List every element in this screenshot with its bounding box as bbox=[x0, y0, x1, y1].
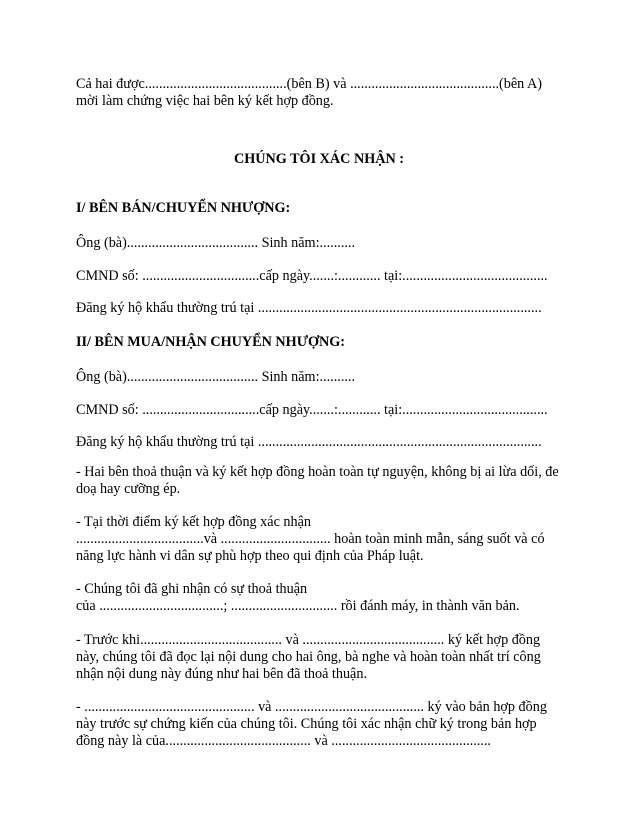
clause-5-line-2: này trước sự chứng kiến của chúng tôi. Chúng tôi xác nhận chữ ký trong bản hợp bbox=[76, 716, 537, 732]
clause-1-line-1: - Hai bên thoả thuận và ký kết hợp đồng hoàn toàn tự nguyện, không bị ai lừa dối, đe bbox=[76, 464, 559, 480]
intro-line-1: Cả hai được........................................(bên B) và ..........................................(bên A) bbox=[76, 76, 542, 92]
buyer-residence-line: Đăng ký hộ khẩu thường trú tại ................................................................................ bbox=[76, 434, 542, 450]
clause-4-line-1: - Trước khi........................................ và ........................................ ký kết hợp đồng bbox=[76, 632, 541, 648]
clause-2-line-1: - Tại thời điểm ký kết hợp đồng xác nhận bbox=[76, 514, 311, 530]
clause-5-line-1: - ................................................ và .......................................... ký vào bản hợp đồng bbox=[76, 699, 547, 715]
clause-2-line-3: năng lực hành vi dân sự phù hợp theo qui định của Pháp luật. bbox=[76, 548, 424, 564]
clause-1-line-2: doạ hay cưỡng ép. bbox=[76, 481, 181, 497]
clause-3-line-2: của ...................................; .............................. rồi đánh máy, in thành văn bản. bbox=[76, 598, 520, 614]
clause-2-line-2: ....................................và ............................... hoàn toàn minh mẫn, sáng suốt và có bbox=[76, 531, 545, 547]
confirm-title: CHÚNG TÔI XÁC NHẬN : bbox=[234, 151, 404, 167]
clause-4-line-2: này, chúng tôi đã đọc lại nội dung cho hai ông, bà nghe và hoàn toàn nhất trí công bbox=[76, 649, 541, 665]
seller-id-line: CMND số: .................................cấp ngày.......:............ tại:......................................... bbox=[76, 268, 548, 284]
buyer-name-line: Ông (bà)..................................... Sinh năm:.......... bbox=[76, 369, 356, 385]
seller-name-line: Ông (bà)..................................... Sinh năm:.......... bbox=[76, 235, 356, 251]
buyer-heading: II/ BÊN MUA/NHẬN CHUYỂN NHƯỢNG: bbox=[76, 334, 346, 350]
clause-4-line-3: nhận nội dung này đúng như hai bên đã thoả thuận. bbox=[76, 666, 367, 682]
intro-line-2: mời làm chứng việc hai bên ký kết hợp đồng. bbox=[76, 93, 334, 109]
seller-heading: I/ BÊN BÁN/CHUYỂN NHƯỢNG: bbox=[76, 200, 291, 216]
seller-residence-line: Đăng ký hộ khẩu thường trú tại ................................................................................ bbox=[76, 300, 542, 316]
buyer-id-line: CMND số: .................................cấp ngày.......:............ tại:......................................... bbox=[76, 402, 548, 418]
clause-5-line-3: đồng này là của......................................... và ............................................. bbox=[76, 733, 491, 749]
clause-3-line-1: - Chúng tôi đã ghi nhận có sự thoả thuận bbox=[76, 581, 308, 597]
